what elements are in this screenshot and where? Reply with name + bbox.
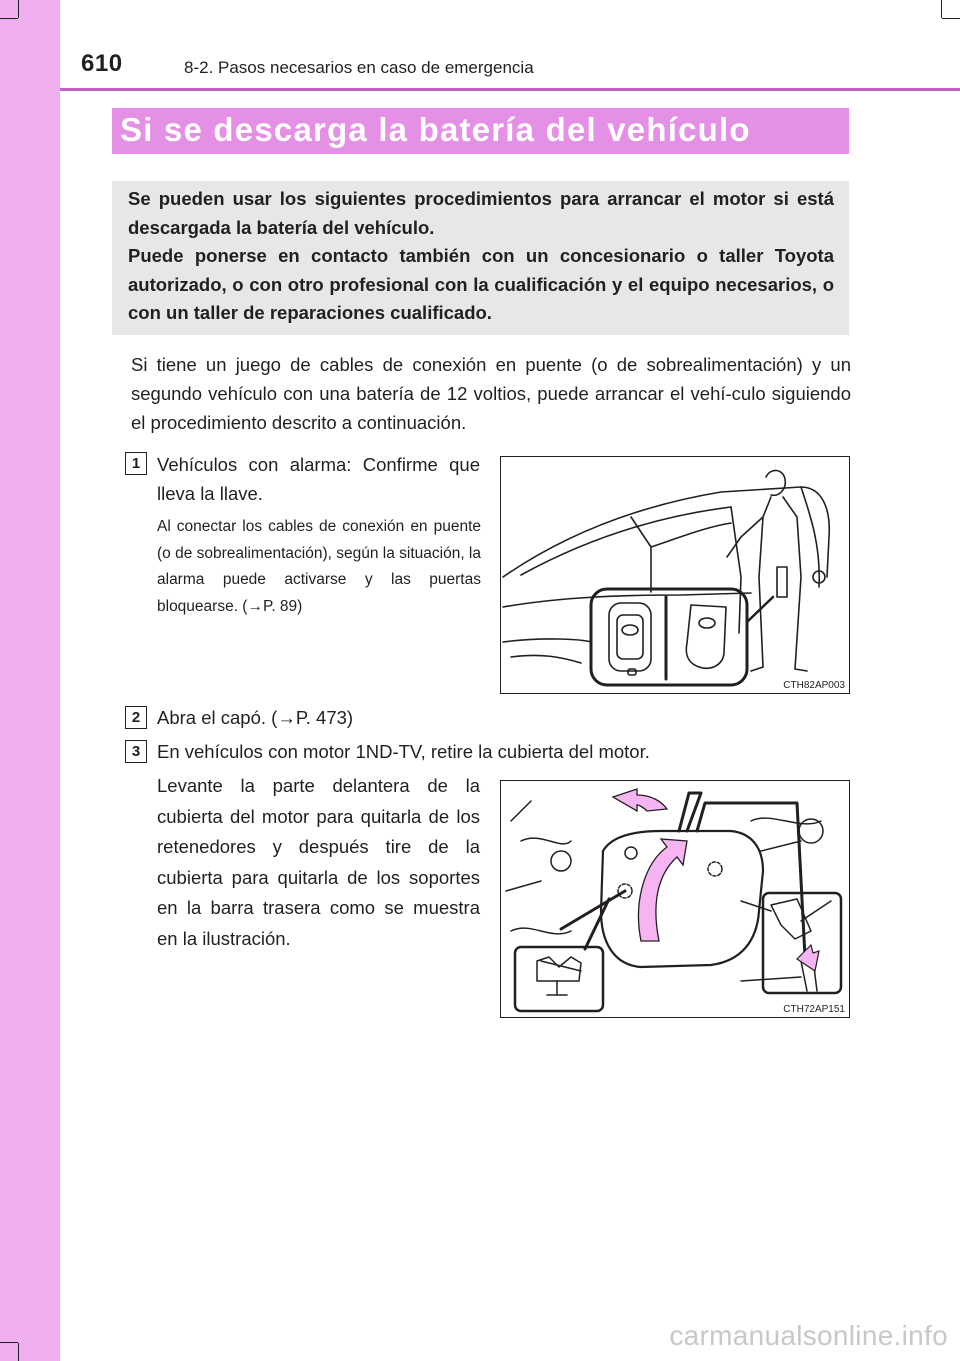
step-1-text: Vehículos con alarma: Confirme que lleva la llave. xyxy=(157,454,480,504)
crop-mark xyxy=(942,18,960,19)
page-number: 610 xyxy=(81,50,123,77)
crop-mark xyxy=(0,1342,18,1343)
watermark: carmanualsonline.info xyxy=(669,1320,948,1351)
crop-mark xyxy=(18,0,19,18)
step-2-text: Abra el capó. (→P. 473) xyxy=(157,707,354,728)
lift-arrow xyxy=(639,839,687,941)
release-arrow xyxy=(797,945,819,971)
chapter-heading: 8-2. Pasos necesarios en caso de emergencia xyxy=(184,58,534,77)
intro-box xyxy=(112,181,849,335)
page-side-tab xyxy=(0,0,60,1361)
figure-code: CTH72AP151 xyxy=(783,1004,845,1015)
section-title: Si se descarga la batería del vehículo xyxy=(120,111,751,148)
step-3-text: En vehículos con motor 1ND-TV, retire la cubierta del motor. xyxy=(157,741,650,762)
section-title-bar xyxy=(112,108,849,154)
intro-text: Se pueden usar los siguientes procedimientos para arrancar el motor si está descargada la batería del vehículo. Puede ponerse en contacto también con un concesionario o taller Toyota autorizado, o con otro profesional con la cualificación y el equipo necesarios, o con un taller de reparaciones cualificado. xyxy=(128,188,834,324)
pull-arrow xyxy=(613,789,667,811)
figure-key-alarm xyxy=(500,456,850,694)
crop-mark xyxy=(941,0,942,18)
step-1-badge: 1 xyxy=(125,452,147,475)
engine-cover-illustration xyxy=(501,781,849,1017)
figure-code: CTH82AP003 xyxy=(783,680,845,691)
car-door-illustration xyxy=(501,457,849,693)
crop-mark xyxy=(0,18,18,19)
step-3-badge: 3 xyxy=(125,740,147,763)
crop-mark xyxy=(18,1343,19,1361)
header-rule xyxy=(60,88,960,91)
step-3-detail: Levante la parte delantera de la cubierta del motor para quitarla de los retenedores y después tire de la cubierta para quitarla de los soportes en la barra trasera como se muestra en la ilustración. xyxy=(157,775,480,949)
step-2-badge: 2 xyxy=(125,706,147,729)
body-paragraph: Si tiene un juego de cables de conexión en puente (o de sobrealimentación) y un segundo vehículo con una batería de 12 voltios, puede arrancar el vehí-culo siguiendo el procedimiento descrito a continuación. xyxy=(131,354,851,433)
figure-engine-cover xyxy=(500,780,850,1018)
step-1-note: Al conectar los cables de conexión en puente (o de sobrealimentación), según la situación, la alarma puede activarse y las puertas bloquearse. (→P. 89) xyxy=(157,518,481,615)
